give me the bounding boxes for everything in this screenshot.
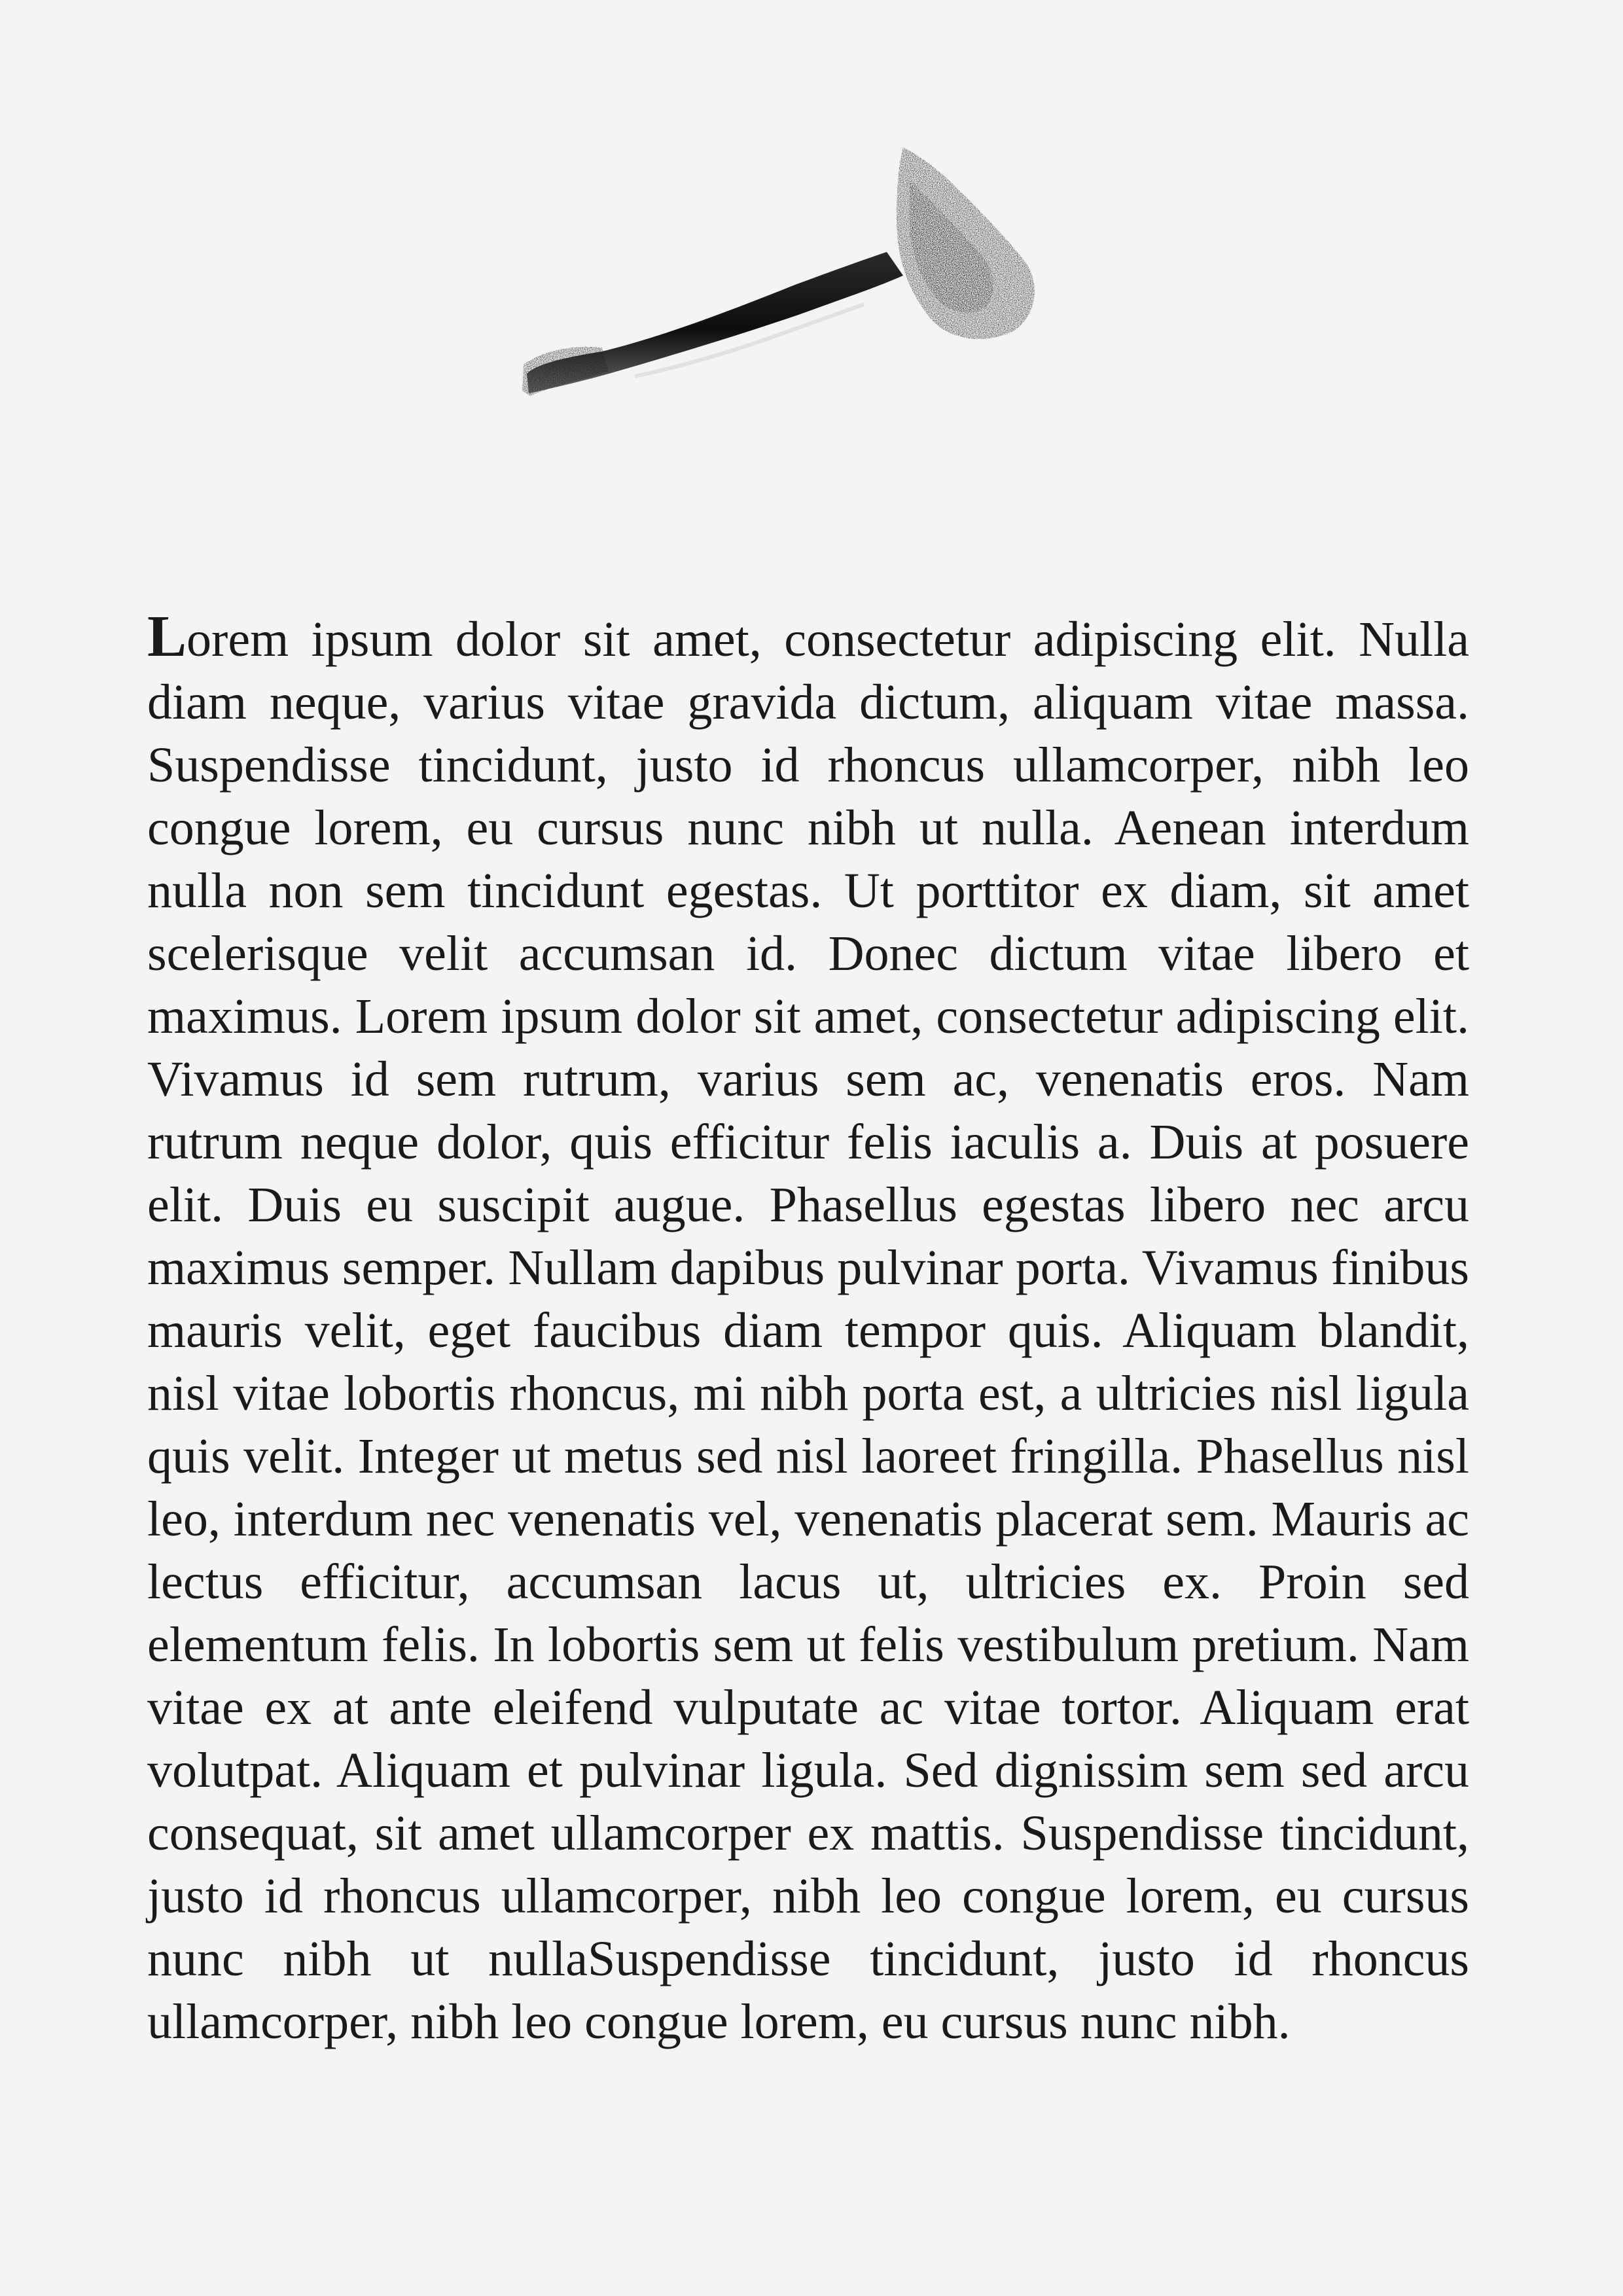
article-paragraph: orem ipsum dolor sit amet, consectetur adipiscing elit. Nulla diam neque, varius vitae gravida dictum, aliquam vitae massa. Suspendisse tincidunt, justo id rhoncus ullamcorper, nibh leo congue lorem, eu cursus nunc nibh ut nulla. Aenean interdum nulla non sem tincidunt egestas. Ut porttitor ex diam, sit amet scelerisque velit accumsan id. Donec dictum vitae libero et maximus. Lorem ipsum dolor sit amet, consectetur adipiscing elit. Vivamus id sem rutrum, varius sem ac, venenatis eros. Nam rutrum neque dolor, quis efficitur felis iaculis a. Duis at posuere elit. Duis eu suscipit augue. Phasellus egestas libero nec arcu maximus semper. Nullam dapibus pulvinar porta. Vivamus finibus mauris velit, eget faucibus diam tempor quis. Aliquam blandit, nisl vitae lobortis rhoncus, mi nibh porta est, a ultricies nisl ligula quis velit. Integer ut metus sed nisl laoreet fringilla. Phasellus nisl leo, interdum nec venenatis vel, venenatis placerat sem. Mauris ac lectus efficitur, accumsan lacus ut, ultricies ex. Proin sed elementum felis. In lobortis sem ut felis vestibulum pretium. Nam vitae ex at ante eleifend vulputate ac vitae tortor. Aliquam erat volutpat. Aliquam et pulvinar ligula. Sed dignissim sem sed arcu consequat, sit amet ullamcorper ex mattis. Suspendisse tincidunt, justo id rhoncus ullamcorper, nibh leo congue lorem, eu cursus nunc nibh ut nullaSuspendisse tincidunt, justo id rhoncus ullamcorper, nibh leo congue lorem, eu cursus nunc nibh. xyxy=(147,612,1469,2049)
hammer-icon xyxy=(510,141,1073,455)
initial-letter: L xyxy=(147,604,187,669)
hammer-grip xyxy=(522,347,609,396)
hammer-illustration xyxy=(510,141,1073,455)
article-body xyxy=(147,605,1469,2053)
